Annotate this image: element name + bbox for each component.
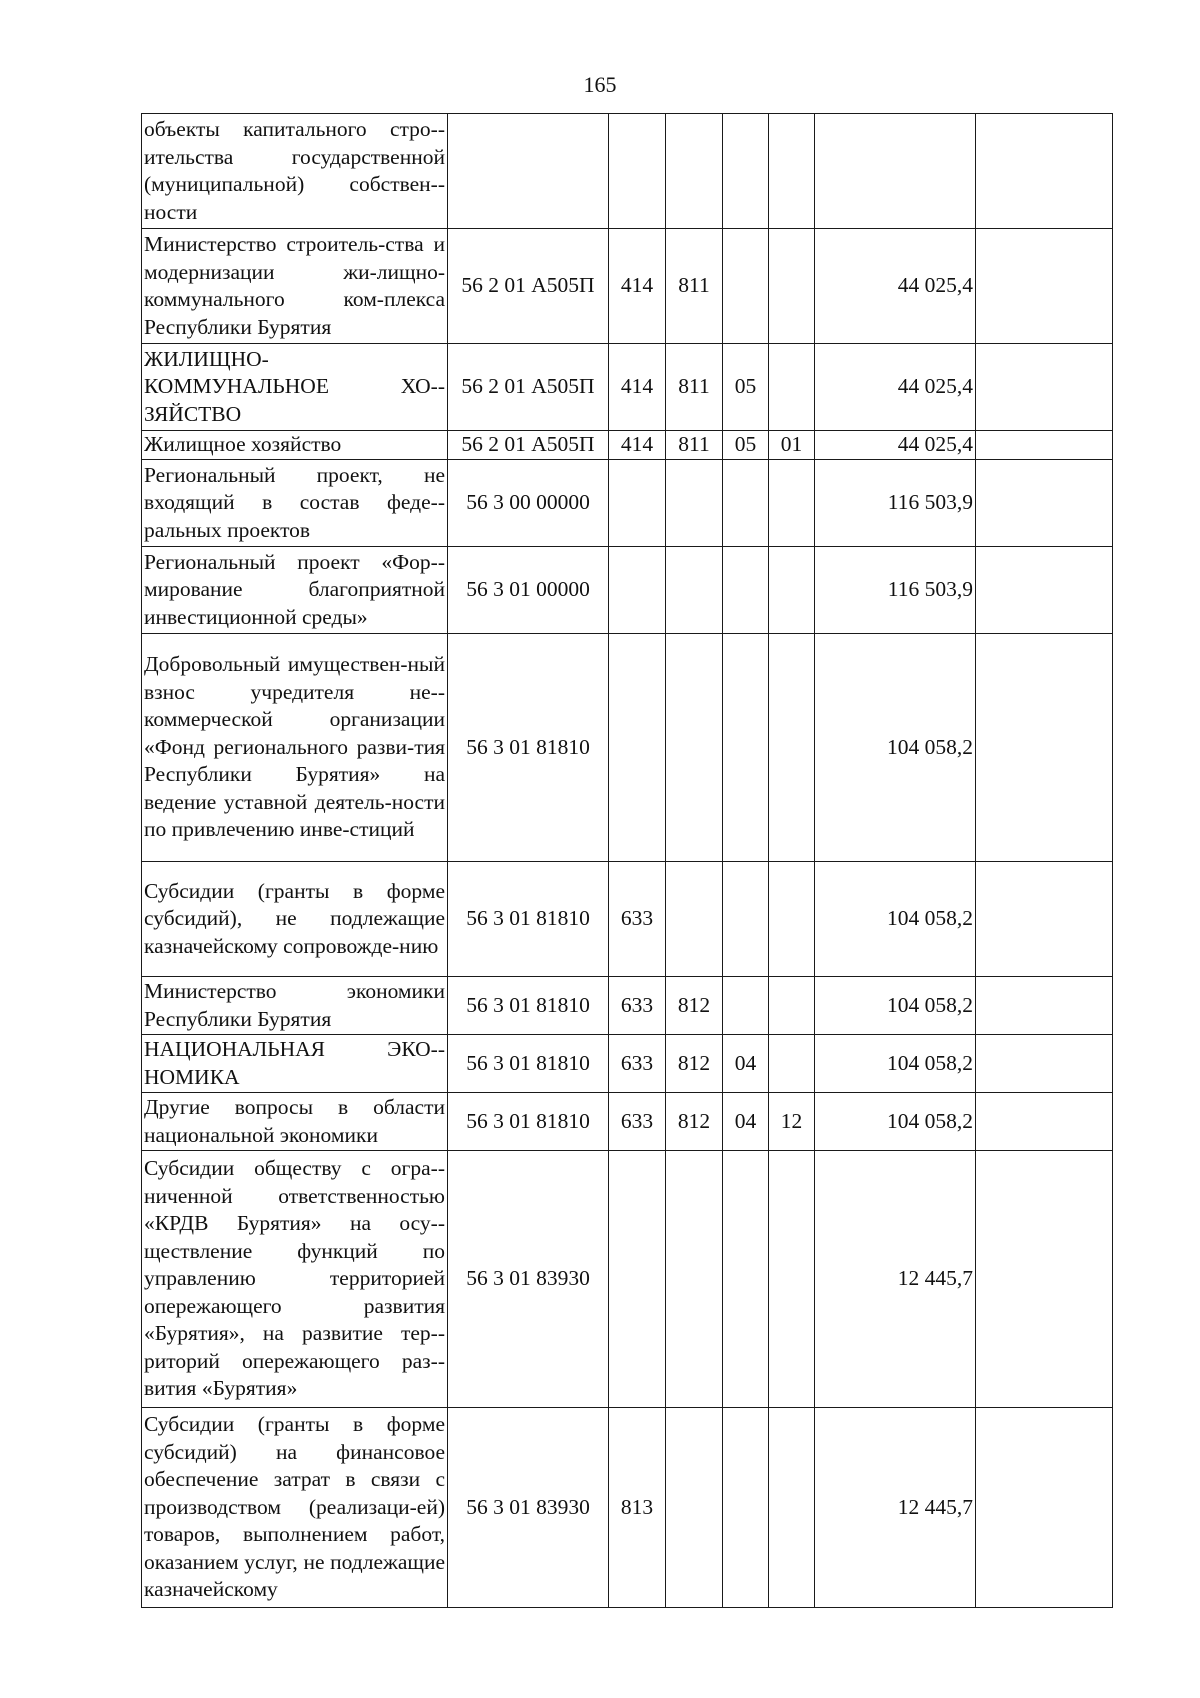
row-col3: 414 [609, 229, 666, 344]
row-code: 56 3 01 81810 [448, 862, 609, 977]
row-col6: 12 [769, 1093, 815, 1151]
row-col4 [666, 1408, 723, 1608]
row-amount: 104 058,2 [815, 1035, 976, 1093]
row-amount: 116 503,9 [815, 547, 976, 634]
row-name: Субсидии (гранты в форме субсидий) на финансовое обеспечение затрат в связи с производством (реализаци-ей) товаров, выполнением работ, оказанием услуг, не подлежащие казначейскому [142, 1408, 448, 1608]
row-col3: 414 [609, 344, 666, 431]
row-amount: 104 058,2 [815, 1093, 976, 1151]
row-col3 [609, 634, 666, 862]
budget-table [141, 113, 1113, 1608]
row-col3: 813 [609, 1408, 666, 1608]
row-col5: 04 [723, 1093, 769, 1151]
row-col5 [723, 1151, 769, 1408]
row-extra [976, 460, 1113, 547]
table-row [142, 547, 1113, 634]
row-code: 56 3 00 00000 [448, 460, 609, 547]
row-code: 56 3 01 83930 [448, 1408, 609, 1608]
row-col5 [723, 460, 769, 547]
row-amount: 104 058,2 [815, 862, 976, 977]
row-col6 [769, 460, 815, 547]
row-amount: 104 058,2 [815, 977, 976, 1035]
row-amount: 44 025,4 [815, 431, 976, 460]
row-col4 [666, 1151, 723, 1408]
table-row [142, 229, 1113, 344]
row-col3: 633 [609, 862, 666, 977]
row-extra [976, 344, 1113, 431]
row-extra [976, 634, 1113, 862]
table-row [142, 634, 1113, 862]
row-amount: 44 025,4 [815, 229, 976, 344]
row-code: 56 3 01 81810 [448, 1093, 609, 1151]
row-col3: 633 [609, 1093, 666, 1151]
row-col3: 633 [609, 977, 666, 1035]
row-col4: 811 [666, 431, 723, 460]
row-col5 [723, 547, 769, 634]
row-col5 [723, 229, 769, 344]
table-row [142, 977, 1113, 1035]
row-extra [976, 1408, 1113, 1608]
row-col5 [723, 1408, 769, 1608]
row-col5 [723, 114, 769, 229]
row-extra [976, 114, 1113, 229]
row-col5 [723, 634, 769, 862]
row-col6 [769, 1035, 815, 1093]
row-col6 [769, 862, 815, 977]
table-body [142, 114, 1113, 1608]
row-code: 56 3 01 81810 [448, 977, 609, 1035]
table-row [142, 1151, 1113, 1408]
table-row [142, 862, 1113, 977]
row-name: Другие вопросы в области национальной экономики [142, 1093, 448, 1151]
row-code: 56 2 01 А505П [448, 229, 609, 344]
row-name: Министерство строитель-ства и модернизации жи-лищно-коммунального ком-плекса Республики Бурятия [142, 229, 448, 344]
row-col5: 04 [723, 1035, 769, 1093]
row-name: Министерство экономики Республики Бурятия [142, 977, 448, 1035]
table-row [142, 1093, 1113, 1151]
row-col6 [769, 547, 815, 634]
row-col4: 811 [666, 229, 723, 344]
row-code: 56 3 01 81810 [448, 634, 609, 862]
table-row [142, 114, 1113, 229]
row-col3 [609, 1151, 666, 1408]
row-amount [815, 114, 976, 229]
table-row [142, 1408, 1113, 1608]
row-amount: 44 025,4 [815, 344, 976, 431]
row-extra [976, 431, 1113, 460]
row-code: 56 2 01 А505П [448, 431, 609, 460]
row-col6 [769, 229, 815, 344]
row-name: Региональный проект, не входящий в состав феде-ральных проектов [142, 460, 448, 547]
table-row [142, 344, 1113, 431]
row-code: 56 2 01 А505П [448, 344, 609, 431]
row-name: Региональный проект «Фор-мирование благоприятной инвестиционной среды» [142, 547, 448, 634]
row-extra [976, 229, 1113, 344]
row-code: 56 3 01 00000 [448, 547, 609, 634]
row-col3 [609, 460, 666, 547]
row-col6 [769, 1408, 815, 1608]
row-col4 [666, 547, 723, 634]
row-col5 [723, 862, 769, 977]
row-extra [976, 547, 1113, 634]
row-extra [976, 1093, 1113, 1151]
row-col4 [666, 862, 723, 977]
row-code: 56 3 01 83930 [448, 1151, 609, 1408]
row-col3 [609, 114, 666, 229]
row-name: НАЦИОНАЛЬНАЯ ЭКО-НОМИКА [142, 1035, 448, 1093]
row-amount: 12 445,7 [815, 1408, 976, 1608]
row-code [448, 114, 609, 229]
row-name: Субсидии (гранты в форме субсидий), не подлежащие казначейскому сопровожде-нию [142, 862, 448, 977]
page-number: 165 [583, 72, 617, 97]
row-col4 [666, 114, 723, 229]
row-col4: 812 [666, 1035, 723, 1093]
row-name: объекты капитального стро-ительства государственной (муниципальной) собствен-ности [142, 114, 448, 229]
row-col6 [769, 977, 815, 1035]
row-col6 [769, 344, 815, 431]
table-row [142, 431, 1113, 460]
row-amount: 12 445,7 [815, 1151, 976, 1408]
row-col6 [769, 1151, 815, 1408]
row-col4 [666, 634, 723, 862]
row-col5 [723, 977, 769, 1035]
row-extra [976, 1151, 1113, 1408]
row-col3: 633 [609, 1035, 666, 1093]
row-col4 [666, 460, 723, 547]
table-row [142, 1035, 1113, 1093]
row-col5: 05 [723, 431, 769, 460]
row-col4: 812 [666, 1093, 723, 1151]
row-name: ЖИЛИЩНО-КОММУНАЛЬНОЕ ХО-ЗЯЙСТВО [142, 344, 448, 431]
row-col6 [769, 114, 815, 229]
row-extra [976, 1035, 1113, 1093]
row-col6 [769, 634, 815, 862]
table-row [142, 460, 1113, 547]
row-amount: 116 503,9 [815, 460, 976, 547]
row-name: Субсидии обществу с огра-ниченной ответственностью «КРДВ Бурятия» на осу-ществление функций по управлению территорией опережающего развития «Бурятия», на развитие тер-риторий опережающего раз-вития «Бурятия» [142, 1151, 448, 1408]
row-amount: 104 058,2 [815, 634, 976, 862]
row-code: 56 3 01 81810 [448, 1035, 609, 1093]
row-col3: 414 [609, 431, 666, 460]
row-extra [976, 977, 1113, 1035]
row-col3 [609, 547, 666, 634]
row-name: Добровольный имуществен-ный взнос учредителя не-коммерческой организации «Фонд регионального разви-тия Республики Бурятия» на ведение уставной деятель-ности по привлечению инве-стиций [142, 634, 448, 862]
row-col6: 01 [769, 431, 815, 460]
row-col5: 05 [723, 344, 769, 431]
row-col4: 812 [666, 977, 723, 1035]
row-name: Жилищное хозяйство [142, 431, 448, 460]
row-extra [976, 862, 1113, 977]
row-col4: 811 [666, 344, 723, 431]
